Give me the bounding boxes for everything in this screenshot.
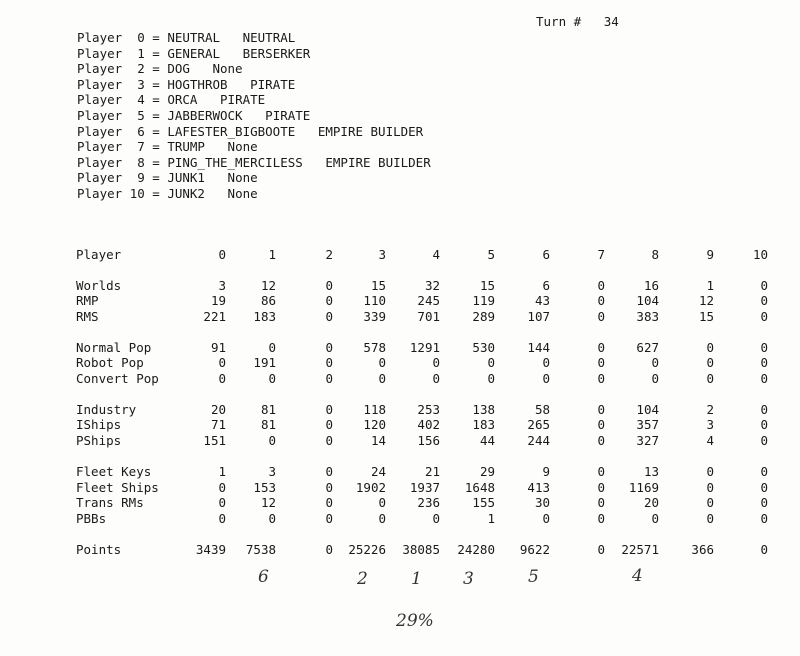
table-row-cell: 0: [218, 495, 226, 510]
table-row-cell: 578: [363, 340, 386, 355]
table-row: [0, 355, 800, 371]
table-row: [0, 309, 800, 325]
table-row-cell: 0: [325, 355, 333, 370]
table-row-cell: 0: [542, 511, 550, 526]
table-row-cell: 12: [260, 495, 276, 510]
table-header-cell: 4: [432, 247, 440, 262]
table-row-cell: 0: [542, 355, 550, 370]
table-row-cell: 0: [325, 433, 333, 448]
table-row: [0, 371, 800, 387]
table-row-cell: 0: [325, 340, 333, 355]
table-row-cell: 0: [651, 511, 659, 526]
table-row-cell: 1291: [409, 340, 440, 355]
table-row: [0, 340, 800, 356]
table-row-cell: 0: [218, 480, 226, 495]
table-row-cell: 0: [487, 355, 495, 370]
player-name: DOG: [167, 61, 190, 77]
table-row: [0, 433, 800, 449]
player-entry: Player 2 = DOG None: [77, 61, 243, 77]
table-row-cell: 9622: [519, 542, 550, 557]
player-index: 9: [137, 170, 145, 186]
table-row-cell: 357: [636, 417, 659, 432]
table-row-cell: 0: [325, 542, 333, 557]
table-row-cell: 24280: [457, 542, 495, 557]
player-entry: Player 7 = TRUMP None: [77, 139, 258, 155]
turn-label: Turn #: [536, 14, 582, 29]
table-row-cell: 0: [325, 464, 333, 479]
table-row-cell: 30: [534, 495, 550, 510]
table-row-cell: 0: [760, 433, 768, 448]
table-row-cell: 1169: [628, 480, 659, 495]
table-row-cell: 120: [363, 417, 386, 432]
table-row-cell: 0: [706, 511, 714, 526]
table-row-cell: 0: [325, 511, 333, 526]
handwritten-rank: 6: [258, 567, 269, 587]
table-row-cell: 0: [760, 417, 768, 432]
table-row-cell: 0: [760, 278, 768, 293]
table-row-cell: 0: [432, 511, 440, 526]
table-row: [0, 402, 800, 418]
table-row-label: Trans RMs: [76, 495, 144, 510]
table-row-cell: 19: [210, 293, 226, 308]
table-row-cell: 0: [706, 464, 714, 479]
table-row-cell: 9: [542, 464, 550, 479]
table-row-cell: 0: [760, 402, 768, 417]
table-row-label: RMP: [76, 293, 99, 308]
table-row-cell: 104: [636, 402, 659, 417]
table-row-cell: 413: [527, 480, 550, 495]
table-row-cell: 0: [760, 340, 768, 355]
player-index: 0: [137, 30, 145, 45]
table-row-cell: 701: [417, 309, 440, 324]
handwritten-rank: 2: [357, 569, 368, 589]
table-row-cell: 0: [760, 511, 768, 526]
table-header-cell: 5: [487, 247, 495, 262]
turn-number: 34: [603, 14, 619, 29]
player-role: PIRATE: [265, 107, 311, 123]
table-row-cell: 0: [218, 511, 226, 526]
handwritten-rank: 5: [528, 567, 539, 587]
table-row-cell: 38085: [402, 542, 440, 557]
table-row-cell: 1648: [464, 480, 495, 495]
table-row-cell: 104: [636, 293, 659, 308]
table-row-cell: 0: [378, 511, 386, 526]
player-entry: Player 8 = PING_THE_MERCILESS EMPIRE BUILDER: [77, 154, 431, 170]
table-row-cell: 15: [479, 278, 495, 293]
table-header-cell: 6: [542, 247, 550, 262]
table-row-cell: 20: [643, 495, 659, 510]
table-row-cell: 2: [706, 402, 714, 417]
handwritten-percent: 29%: [396, 611, 434, 631]
table-row-cell: 0: [597, 309, 605, 324]
table-row-cell: 0: [706, 355, 714, 370]
table-row-cell: 13: [643, 464, 659, 479]
player-name: NEUTRAL: [167, 30, 221, 45]
table-row-cell: 289: [472, 309, 495, 324]
player-entry: Player 5 = JABBERWOCK PIRATE: [77, 107, 311, 123]
table-row-label: Convert Pop: [76, 371, 159, 386]
table-row-label: PShips: [76, 433, 122, 448]
player-entry: Player 6 = LAFESTER_BIGBOOTE EMPIRE BUILDER: [77, 123, 424, 139]
table-row-cell: 0: [325, 309, 333, 324]
player-role: PIRATE: [220, 92, 266, 108]
table-row-cell: 138: [472, 402, 495, 417]
table-row-label: RMS: [76, 309, 99, 324]
player-entry: Player 9 = JUNK1 None: [77, 170, 258, 186]
table-row-cell: 0: [760, 480, 768, 495]
table-row-cell: 29: [479, 464, 495, 479]
table-row-cell: 25226: [348, 542, 386, 557]
table-row-cell: 0: [706, 495, 714, 510]
player-index: 5: [137, 107, 145, 123]
player-index: 2: [137, 61, 145, 77]
player-name: JABBERWOCK: [167, 107, 243, 123]
table-header: [0, 247, 800, 263]
player-entry-label: Player: [77, 139, 123, 155]
player-entry-label: Player: [77, 123, 123, 139]
table-header-cell: 10: [752, 247, 768, 262]
table-row-cell: 191: [253, 355, 276, 370]
table-row-cell: 0: [597, 417, 605, 432]
table-row-cell: 0: [760, 542, 768, 557]
table-row-cell: 0: [760, 464, 768, 479]
player-entry: Player 4 = ORCA PIRATE: [77, 92, 266, 108]
table-row-cell: 43: [534, 293, 550, 308]
table-row-cell: 0: [597, 495, 605, 510]
table-row-cell: 0: [268, 371, 276, 386]
turn-indicator: [536, 14, 619, 29]
table-row-label: Worlds: [76, 278, 122, 293]
player-name: HOGTHROB: [167, 76, 228, 92]
table-row-cell: 0: [268, 511, 276, 526]
player-entry-label: Player: [77, 92, 123, 108]
table-row-label: Fleet Keys: [76, 464, 152, 479]
player-entry-label: Player: [77, 170, 123, 186]
table-row-cell: 7538: [245, 542, 276, 557]
table-row-cell: 155: [472, 495, 495, 510]
table-row-cell: 0: [268, 433, 276, 448]
table-header-cell: 2: [325, 247, 333, 262]
handwritten-rank: 4: [632, 566, 643, 586]
player-name: ORCA: [167, 92, 198, 108]
table-row: [0, 511, 800, 527]
player-index: 7: [137, 139, 145, 155]
table-row: [0, 293, 800, 309]
player-entry-label: Player: [77, 61, 123, 77]
table-row-cell: 0: [268, 340, 276, 355]
table-row-cell: 0: [597, 278, 605, 293]
player-role: EMPIRE BUILDER: [325, 154, 431, 170]
player-role: PIRATE: [250, 76, 296, 92]
table-row-cell: 0: [325, 371, 333, 386]
table-row-cell: 1: [487, 511, 495, 526]
table-row-cell: 0: [597, 371, 605, 386]
table-header-cell: 9: [706, 247, 714, 262]
table-row-label: IShips: [76, 417, 122, 432]
table-row-cell: 58: [534, 402, 550, 417]
table-row-cell: 0: [325, 293, 333, 308]
table-row-cell: 530: [472, 340, 495, 355]
table-row-cell: 0: [325, 417, 333, 432]
table-row: [0, 464, 800, 480]
player-entry-label: Player: [77, 107, 123, 123]
player-index: 10: [129, 185, 145, 201]
table-row-label: PBBs: [76, 511, 107, 526]
player-index: 4: [137, 92, 145, 108]
player-role: None: [212, 61, 243, 77]
table-row-cell: 0: [651, 355, 659, 370]
table-row-cell: 22571: [621, 542, 659, 557]
player-entry-label: Player: [77, 30, 123, 45]
table-row-cell: 183: [472, 417, 495, 432]
table-row-cell: 0: [760, 293, 768, 308]
player-role: None: [227, 139, 258, 155]
player-role: None: [227, 185, 258, 201]
table-row-cell: 0: [378, 495, 386, 510]
table-row-cell: 244: [527, 433, 550, 448]
table-row-cell: 119: [472, 293, 495, 308]
table-row-cell: 0: [597, 433, 605, 448]
table-row-cell: 118: [363, 402, 386, 417]
table-header-cell: 3: [378, 247, 386, 262]
table-row-cell: 44: [479, 433, 495, 448]
player-name: JUNK2: [167, 185, 205, 201]
table-row-cell: 1: [706, 278, 714, 293]
table-row-cell: 21: [424, 464, 440, 479]
table-row-cell: 16: [643, 278, 659, 293]
table-row-cell: 0: [651, 371, 659, 386]
table-row-cell: 366: [691, 542, 714, 557]
table-row-cell: 0: [432, 355, 440, 370]
player-entry-label: Player: [77, 45, 123, 61]
table-row-cell: 3: [706, 417, 714, 432]
player-list: [77, 30, 431, 202]
table-row-cell: 327: [636, 433, 659, 448]
table-row-cell: 86: [260, 293, 276, 308]
table-row-cell: 24: [370, 464, 386, 479]
table-row-cell: 15: [698, 309, 714, 324]
table-row-label: Fleet Ships: [76, 480, 159, 495]
table-row-cell: 383: [636, 309, 659, 324]
table-row-cell: 81: [260, 417, 276, 432]
table-header-cell: 8: [651, 247, 659, 262]
table-row-cell: 110: [363, 293, 386, 308]
table-row-cell: 0: [597, 480, 605, 495]
table-row-cell: 0: [325, 402, 333, 417]
player-entry-label: Player: [77, 185, 123, 201]
player-entry: Player 1 = GENERAL BERSERKER: [77, 45, 311, 61]
table-row-cell: 1937: [409, 480, 440, 495]
table-row-cell: 0: [218, 371, 226, 386]
table-row: [0, 480, 800, 496]
table-header-label: Player: [76, 247, 122, 262]
table-row-cell: 1902: [355, 480, 386, 495]
table-row-cell: 627: [636, 340, 659, 355]
table-row-cell: 0: [706, 371, 714, 386]
table-row-cell: 0: [760, 495, 768, 510]
table-row-cell: 3439: [195, 542, 226, 557]
table-row-cell: 156: [417, 433, 440, 448]
table-header-cell: 1: [268, 247, 276, 262]
table-row-cell: 3: [268, 464, 276, 479]
table-row-cell: 402: [417, 417, 440, 432]
table-row-cell: 107: [527, 309, 550, 324]
table-row-cell: 0: [706, 340, 714, 355]
table-row-cell: 253: [417, 402, 440, 417]
table-row-cell: 0: [597, 511, 605, 526]
table-row-cell: 0: [597, 293, 605, 308]
player-role: None: [227, 170, 258, 186]
table-row-label: Normal Pop: [76, 340, 152, 355]
table-row-cell: 20: [210, 402, 226, 417]
table-header-cell: 0: [218, 247, 226, 262]
table-row-cell: 0: [432, 371, 440, 386]
player-entry: Player 10 = JUNK2 None: [77, 185, 258, 201]
table-row-cell: 0: [218, 355, 226, 370]
table-row-cell: 0: [378, 355, 386, 370]
table-row-label: Industry: [76, 402, 137, 417]
table-row-cell: 339: [363, 309, 386, 324]
table-row: [0, 417, 800, 433]
table-row-cell: 0: [760, 355, 768, 370]
player-name: JUNK1: [167, 170, 205, 186]
table-row-label: Robot Pop: [76, 355, 144, 370]
table-row-cell: 0: [325, 480, 333, 495]
player-name: LAFESTER_BIGBOOTE: [167, 123, 296, 139]
player-role: BERSERKER: [242, 45, 311, 61]
player-entry: Player 3 = HOGTHROB PIRATE: [77, 76, 296, 92]
table-row-cell: 0: [597, 355, 605, 370]
table-row-cell: 0: [542, 371, 550, 386]
table-row-cell: 6: [542, 278, 550, 293]
table-row: [0, 495, 800, 511]
table-row-cell: 0: [378, 371, 386, 386]
table-row-cell: 1: [218, 464, 226, 479]
table-row-cell: 12: [260, 278, 276, 293]
table-row-cell: 153: [253, 480, 276, 495]
table-row-cell: 32: [424, 278, 440, 293]
table-row-cell: 4: [706, 433, 714, 448]
player-name: PING_THE_MERCILESS: [167, 154, 303, 170]
table-row-cell: 144: [527, 340, 550, 355]
table-row-label: Points: [76, 542, 122, 557]
player-index: 1: [137, 45, 145, 61]
table-row-cell: 91: [210, 340, 226, 355]
table-row-cell: 236: [417, 495, 440, 510]
table-row-cell: 265: [527, 417, 550, 432]
player-role: NEUTRAL: [242, 30, 296, 45]
player-index: 8: [137, 154, 145, 170]
table-row-cell: 81: [260, 402, 276, 417]
table-row-cell: 3: [218, 278, 226, 293]
table-row-cell: 0: [325, 495, 333, 510]
table-row-cell: 0: [597, 464, 605, 479]
handwritten-rank: 3: [463, 569, 474, 589]
table-row-cell: 0: [597, 542, 605, 557]
player-entry-label: Player: [77, 76, 123, 92]
table-row-cell: 0: [760, 371, 768, 386]
table-row-cell: 0: [325, 278, 333, 293]
player-index: 6: [137, 123, 145, 139]
table-header-cell: 7: [597, 247, 605, 262]
table-row-cell: 71: [210, 417, 226, 432]
table-row-cell: 14: [370, 433, 386, 448]
table-row-cell: 0: [487, 371, 495, 386]
table-row-cell: 0: [597, 402, 605, 417]
player-role: EMPIRE BUILDER: [317, 123, 424, 139]
table-row-cell: 15: [370, 278, 386, 293]
table-row-cell: 12: [698, 293, 714, 308]
table-row-cell: 151: [203, 433, 226, 448]
player-name: GENERAL: [167, 45, 221, 61]
player-entry: Player 0 = NEUTRAL NEUTRAL: [77, 30, 296, 45]
table-row-cell: 245: [417, 293, 440, 308]
table-row-cell: 0: [597, 340, 605, 355]
player-name: TRUMP: [167, 139, 205, 155]
table-row: [0, 278, 800, 294]
handwritten-rank: 1: [411, 569, 422, 589]
player-entry-label: Player: [77, 154, 123, 170]
table-row-cell: 183: [253, 309, 276, 324]
player-index: 3: [137, 76, 145, 92]
table-row: [0, 542, 800, 558]
table-row-cell: 0: [760, 309, 768, 324]
table-row-cell: 221: [203, 309, 226, 324]
table-row-cell: 0: [706, 480, 714, 495]
